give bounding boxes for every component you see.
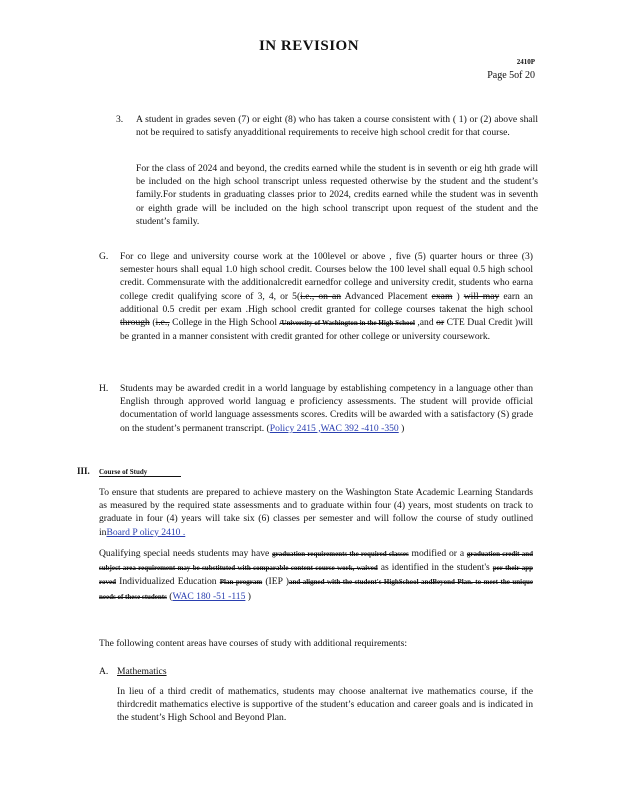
policy-2415-link[interactable]: Policy 2415 ,WAC 392 -410 -350 [269, 422, 399, 434]
mathematics-paragraph: In lieu of a third credit of mathematics, students may choose analternat ive mathematics course, if the thirdcredit mathematics elective is supportive of the student’s education and career goals and is indicated in the student’s High School and Beyond Plan. [117, 686, 533, 724]
page-number: Page 5of 20 [487, 70, 535, 81]
section-iii-paragraph: To ensure that students are prepared to achieve mastery on the Washington State Academic Learning Standards as measured by the required state assessments and to graduate within four (4) years, most students on track to graduate in four (4) years will take six (6) classes per semester and will follow the course of study outlined inBoard P olicy 2410 . [99, 487, 533, 538]
section-iii-marker: III. [77, 466, 90, 476]
wac-180-51-115-link[interactable]: WAC 180 -51 -115 [172, 590, 246, 602]
item-3-paragraph: A student in grades seven (7) or eight (8) who has taken a course consistent with ( 1) or (2) above shall not be required to satisfy anyadditional requirements to receive high school credit for that course. [136, 114, 538, 139]
board-policy-2410-link[interactable]: Board P olicy 2410 . [106, 526, 186, 538]
list-marker-a: A. [99, 666, 109, 677]
mathematics-heading: Mathematics [117, 666, 167, 677]
item-g-paragraph: For co llege and university course work at the 100level or above , five (5) quarter hours or three (3) semester hours shall equal 1.0 high school credit. Courses below the 100 level shall equal 0.5 high school credit. Commensurate with the additionalcredit earnedfor college and university credit, students who earna college credit qualifying score of 3, 4, or 5(i.e., on an Advanced Placement exam ) will may earn an additional 0.5 credit per exam .High school credit granted for college courses takenat the high school through (i.e., College in the High School /University of Washington in the High School ,and or CTE Dual Credit )will be granted in a manner consistent with credit granted for other college or university coursework. [120, 251, 533, 343]
special-needs-paragraph: Qualifying special needs students may have graduation requirements the required classes modified or a graduation credit and subject area requirement may be substituted with comparable content course work, waived as identified in the student's per their app roved Individualized Education Plan program (IEP )and aligned with the student's HighSchool andBeyond Plan. to meet the unique needs of these students (WAC 180 -51 -115 ) [99, 548, 533, 602]
page-title: IN REVISION [258, 38, 360, 54]
list-marker-g: G. [99, 251, 109, 262]
course-of-study-heading: Course of Study [99, 468, 181, 477]
content-areas-paragraph: The following content areas have courses of study with additional requirements: [99, 638, 407, 649]
list-marker-3: 3. [116, 114, 124, 125]
list-marker-h: H. [99, 383, 109, 394]
policy-code: 2410P [516, 58, 535, 66]
item-h-paragraph: Students may be awarded credit in a world language by establishing competency in a language other than English through approved world languag e proficiency assessments. The student will provide official documentation of world language assessments scores. Credits will be awarded with a satisfactory (S) grade on the student’s permanent transcript. (Policy 2415 ,WAC 392 -410 -350 ) [120, 383, 533, 434]
item-3-class-2024-paragraph: For the class of 2024 and beyond, the credits earned while the student is in seventh or eig hth grade will be included on the high school transcript unless requested otherwise by the student and the student’s family.For students in graduating classes prior to 2024, credits earned while the student was in seventh or eighth grade will be included on the high school transcript upon request of the student and the student’s family. [136, 163, 538, 227]
